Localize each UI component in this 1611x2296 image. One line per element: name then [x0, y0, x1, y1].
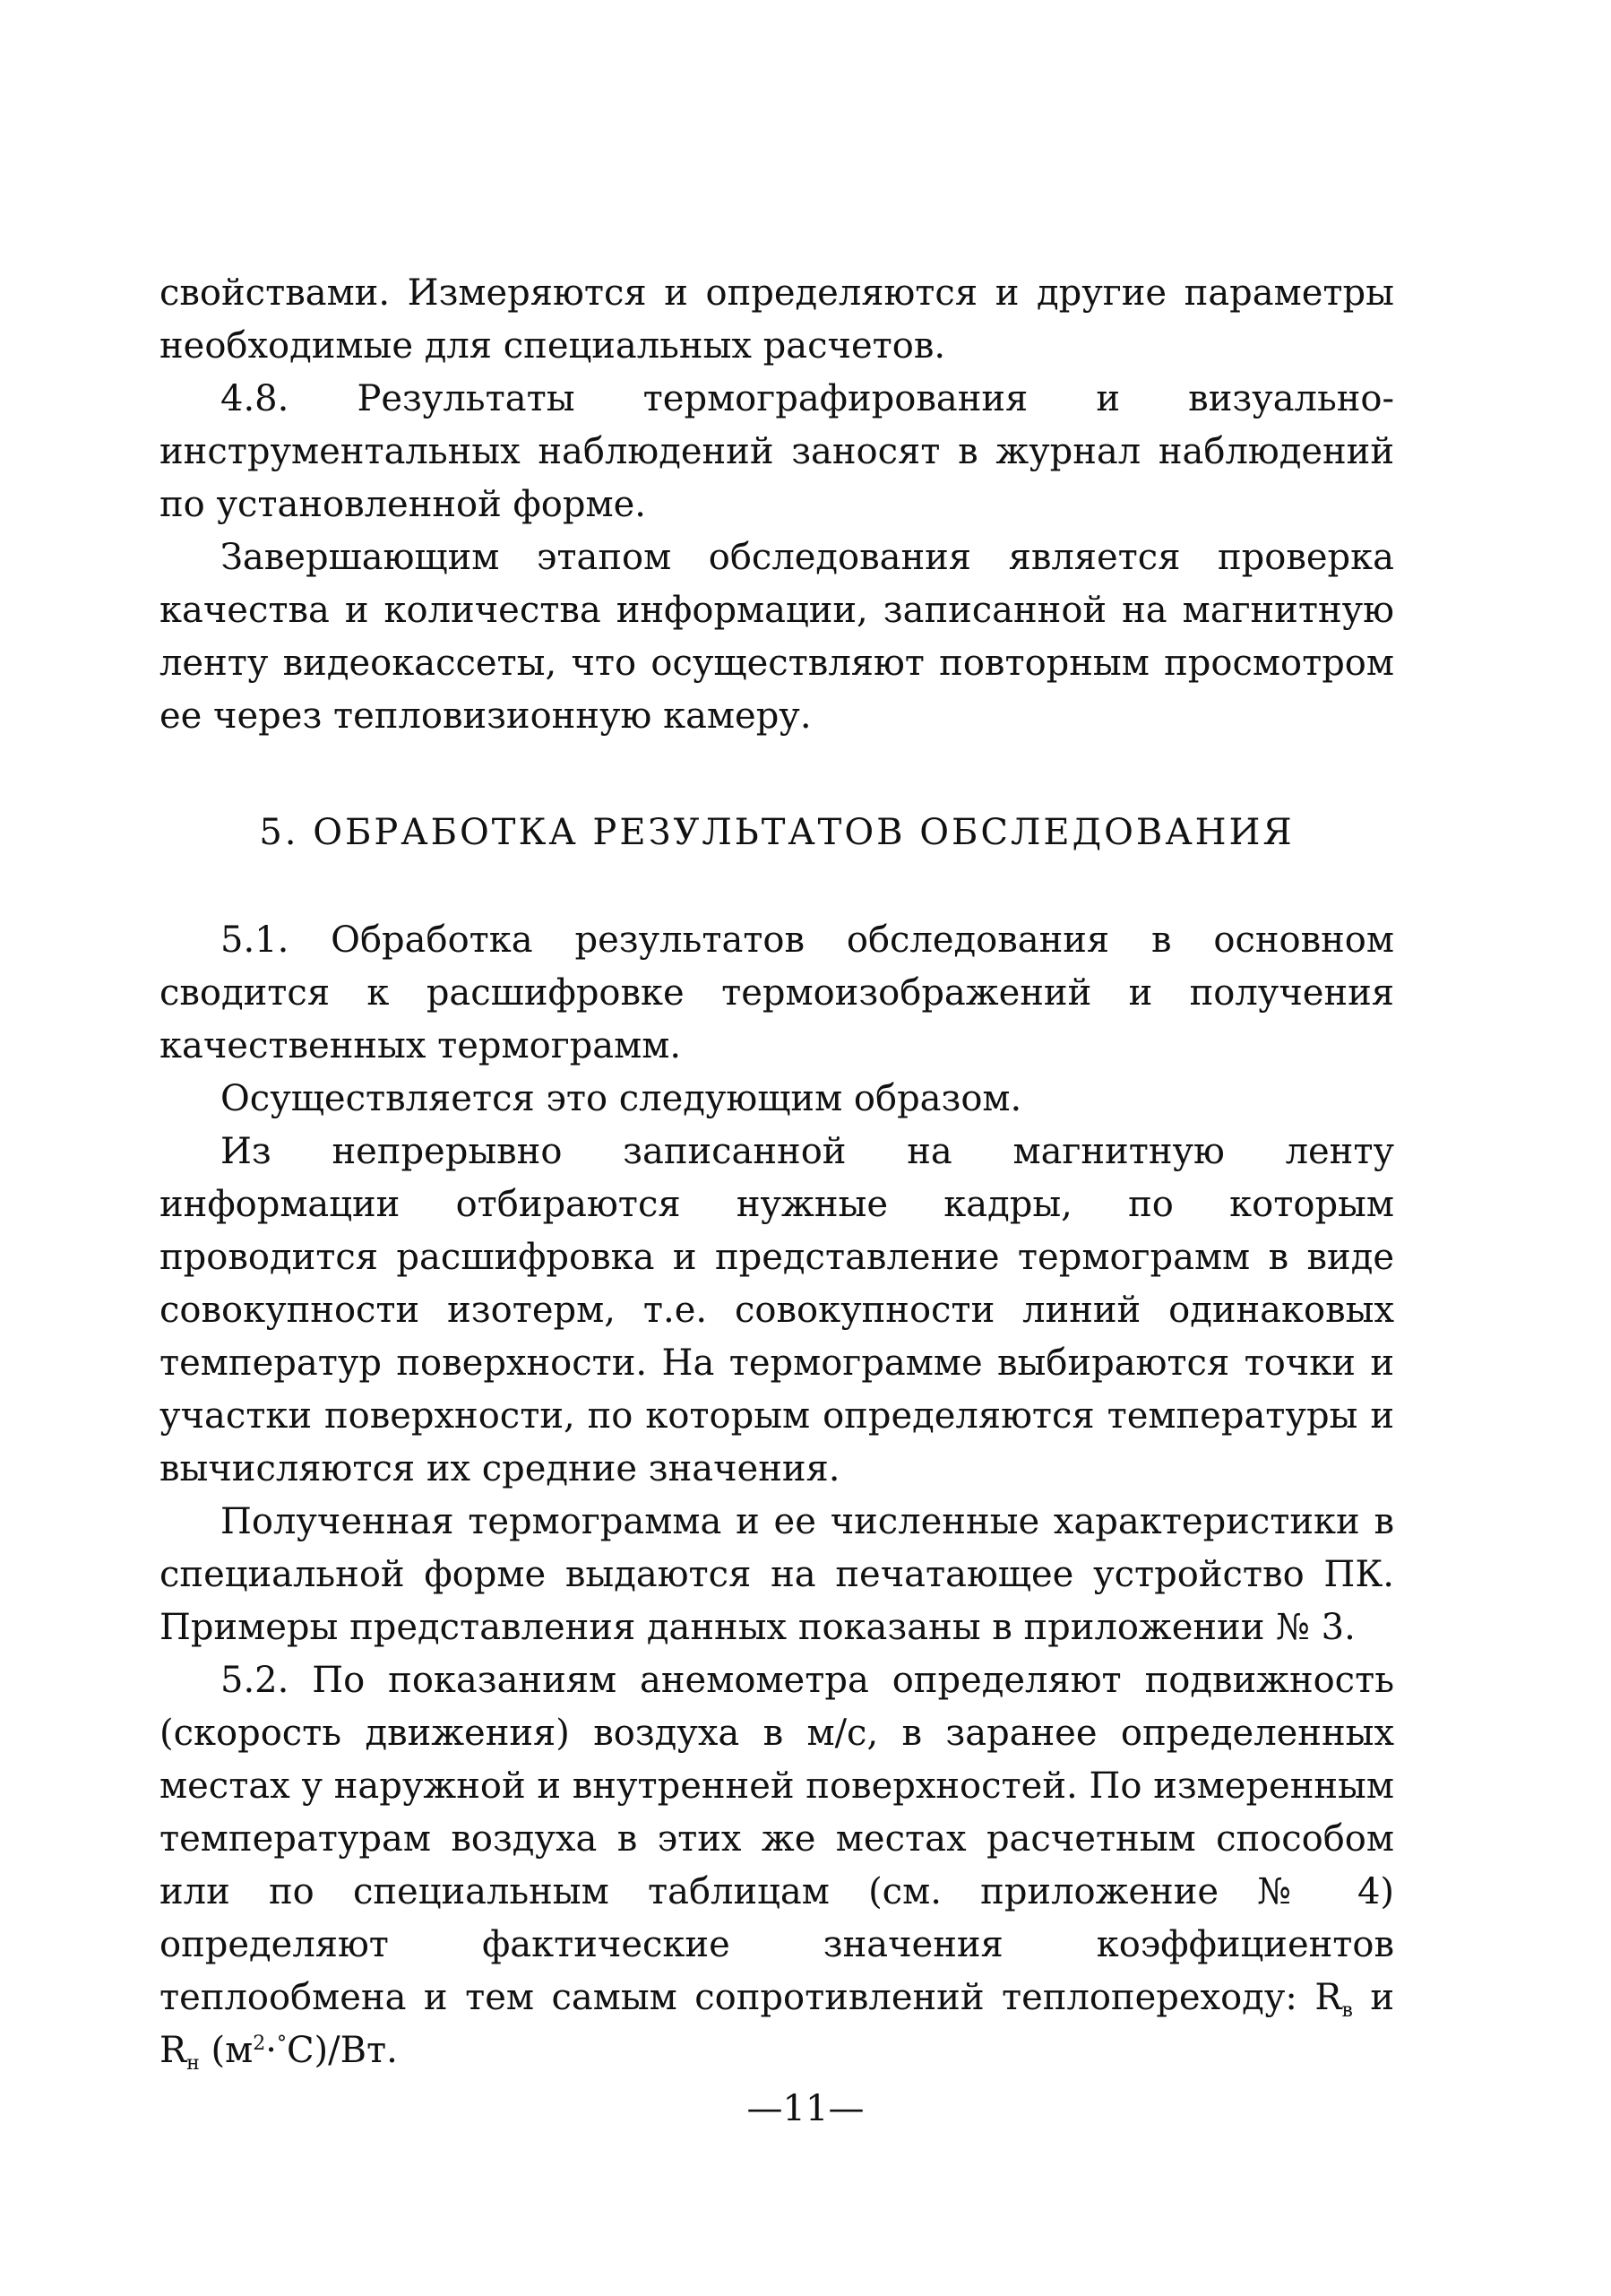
paragraph-4-8: 4.8. Результаты термографирования и визуально-инструментальных наблюдений заносят в журнал наблюдений по установленной форме. [159, 378, 1394, 525]
unit-dot: · [265, 2030, 277, 2071]
unit-open: (м [199, 2030, 254, 2071]
paragraph-final-stage: Завершающим этапом обследования является проверка качества и количества информации, записанной на магнитную ленту видеокассеты, что осуществляют повторным просмотром ее через тепловизионную камеру. [159, 537, 1394, 737]
paragraph-5-1: 5.1. Обработка результатов обследования в основном сводится к расшифровке термоизображений и получения качественных термограмм. [159, 919, 1394, 1066]
text-block-section-5 [159, 914, 1394, 2077]
paragraph-continuation: свойствами. Измеряются и определяются и другие параметры необходимые для специальных расчетов. [159, 272, 1394, 367]
symbol-r-outer: R [159, 2030, 187, 2071]
unit-close: С)/Вт. [286, 2030, 398, 2071]
subscript-v: в [1341, 1999, 1353, 2022]
paragraph-printout: Полученная термограмма и ее численные характеристики в специальной форме выдаются на печатающее устройство ПК. Примеры представления данных показаны в приложении № 3. [159, 1501, 1394, 1648]
paragraph-thermogram-decoding: Из непрерывно записанной на магнитную ленту информации отбираются нужные кадры, по которым проводится расшифровка и представление термограмм в виде совокупности изотерм, т.е. совокупности линий одинаковых температур поверхности. На термограмме выбираются точки и участки поверхности, по которым определяются температуры и вычисляются их средние значения. [159, 1131, 1394, 1489]
degree-sign: ° [276, 2033, 287, 2055]
paragraph-5-2-text: 5.2. По показаниям анемометра определяют подвижность (скорость движения) воздуха в м/с, в заранее определенных местах у наружной и внутренней поверхностей. По измеренным температурам воздуха в этих же местах расчетным способом или по специальным таблицам (см. приложение № 4) определяют фактические значения коэффициентов теплообмена и тем самым сопротивлений теплопереходу: [159, 1660, 1394, 2018]
unit-superscript: 2 [253, 2033, 266, 2055]
page-number: —11— [746, 2088, 865, 2129]
section-heading: 5. ОБРАБОТКА РЕЗУЛЬТАТОВ ОБСЛЕДОВАНИЯ [259, 812, 1295, 853]
paragraph-5-2 [159, 1654, 1394, 2077]
conjunction: и [1352, 1977, 1394, 2018]
subscript-n: н [186, 2052, 200, 2075]
text-block-top [159, 267, 1394, 743]
paragraph-procedure: Осуществляется это следующим образом. [220, 1078, 1022, 1119]
symbol-r-inner: R [1314, 1977, 1342, 2018]
